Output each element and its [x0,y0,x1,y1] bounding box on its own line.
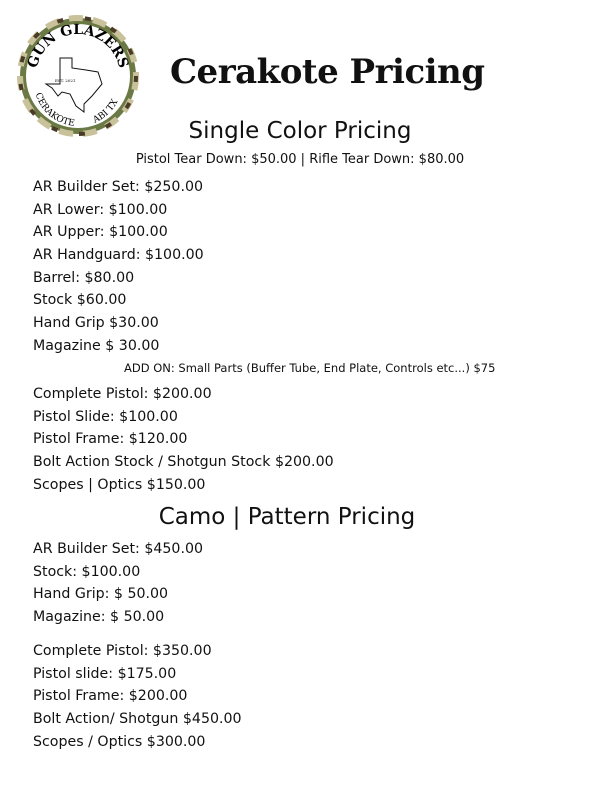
price-item: AR Handguard: $100.00 [33,247,204,264]
price-item: Hand Grip: $ 50.00 [33,586,169,603]
price-item: Bolt Action Stock / Shotgun Stock $200.00 [33,454,334,471]
price-item: Stock $60.00 [33,292,127,309]
svg-text:EST. 2021: EST. 2021 [55,78,76,83]
single-other-list [33,383,334,496]
camo-heading: Camo | Pattern Pricing [158,504,416,530]
price-item: Pistol Frame: $120.00 [33,431,188,448]
page-title: Cerakote Pricing [170,52,485,92]
price-item: Pistol Frame: $200.00 [33,688,188,705]
price-item: AR Builder Set: $450.00 [33,541,204,557]
price-item: Stock: $100.00 [33,563,141,580]
single-color-heading: Single Color Pricing [188,118,412,144]
price-item: Scopes | Optics $150.00 [33,476,206,493]
single-rifle-list [33,176,204,358]
teardown-prices: Pistol Tear Down: $50.00 | Rifle Tear Down: $80.00 [135,152,465,167]
price-item: Complete Pistol: $200.00 [33,386,212,402]
camo-other-list [33,640,242,753]
price-item: Pistol slide: $175.00 [33,665,177,682]
price-item: AR Lower: $100.00 [33,201,168,218]
price-item: Magazine $ 30.00 [33,337,160,354]
camo-rifle-list [33,538,203,629]
addon-note: ADD ON: Small Parts (Buffer Tube, End Plate, Controls etc...) $75 [124,361,496,375]
svg-text:ABI TX: ABI TX [91,97,121,126]
price-item: Hand Grip $30.00 [33,315,159,332]
svg-text:CERAKOTE: CERAKOTE [32,91,76,129]
price-item: Barrel: $80.00 [33,269,135,286]
svg-text:GUN GLAZERS: GUN GLAZERS [24,21,132,70]
price-item: Bolt Action/ Shotgun $450.00 [33,711,242,728]
price-item: Pistol Slide: $100.00 [33,408,178,425]
price-item: Complete Pistol: $350.00 [33,643,212,659]
price-item: Scopes / Optics $300.00 [33,733,206,750]
price-item: AR Upper: $100.00 [33,224,168,241]
price-item: AR Builder Set: $250.00 [33,179,204,195]
price-item: Magazine: $ 50.00 [33,609,165,626]
